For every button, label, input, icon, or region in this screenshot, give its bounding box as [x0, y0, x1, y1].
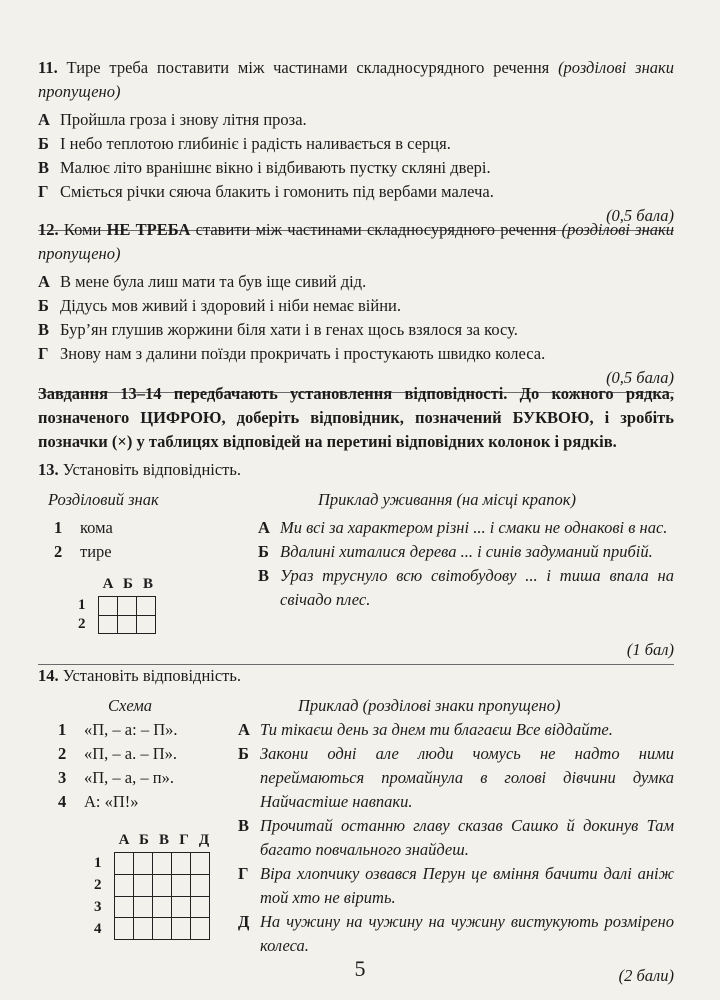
grid-cell[interactable]: [118, 597, 137, 616]
left-item-1: 1 кома: [54, 518, 113, 537]
left-item-4: 4 А: «П!»: [58, 792, 139, 811]
grid-row-numbers: 1 2 3 4: [94, 855, 102, 937]
instruction-text: Завдання 13–14 передбачають установлення відповідності. До кожного рядка, позначеного ЦИФРОЮ, доберіть відповідник, позначений БУКВОЮ, і зробіть позначки (×) у таблицях відповідей на перетині відповідних колонок і рядків.: [38, 384, 674, 451]
grid-cell[interactable]: [153, 918, 172, 940]
grid-cell[interactable]: [137, 597, 156, 616]
grid-cell[interactable]: [172, 918, 191, 940]
grid-cell[interactable]: [191, 853, 210, 875]
grid-cell[interactable]: [118, 615, 137, 634]
example-v: В Ураз труснуло всю світобудову ... і тиша впала на свічадо плес.: [258, 566, 674, 609]
example-b: Б Вдалині хиталися дерева ... і синів задуманий прибій.: [258, 542, 653, 561]
grid-table: [114, 852, 210, 940]
question-14-points: (2 бали): [618, 966, 674, 985]
answer-grid-13: [78, 572, 258, 634]
left-item-2: 2 «П, – а. – П».: [58, 744, 178, 763]
left-item-1: 1 «П, – а: – П».: [58, 720, 178, 739]
question-12-points: (0,5 бала): [606, 368, 674, 387]
grid-cell[interactable]: [191, 918, 210, 940]
grid-cell[interactable]: [99, 597, 118, 616]
question-13-right: [258, 488, 674, 634]
question-14-right: [238, 694, 674, 958]
column-header-left: Розділовий знак: [48, 490, 159, 509]
grid-cell[interactable]: [191, 874, 210, 896]
question-11: [38, 56, 674, 235]
column-header-right: Приклад (розділові знаки пропущено): [298, 696, 561, 715]
grid-cell[interactable]: [153, 853, 172, 875]
grid-row-numbers: 1 2: [78, 597, 86, 632]
question-13: [38, 458, 674, 669]
question-11-options: [38, 108, 674, 204]
column-header-left: Схема: [108, 696, 153, 715]
question-11-points: (0,5 бала): [606, 206, 674, 225]
grid-cell[interactable]: [172, 896, 191, 918]
example-b: Б Закони одні але люди чомусь не надто ними переймаються промайнула в голові дівчини думка Найчастіше навпаки.: [238, 744, 674, 811]
example-h: Г Віра хлопчику озвався Перун це вміння бачити далі аніж той хто не вірить.: [238, 864, 674, 907]
grid-cell[interactable]: [134, 853, 153, 875]
grid-header: А Б В: [102, 576, 153, 592]
question-14-stem: 14. Установіть відповідність.: [38, 666, 242, 685]
question-13-left: [38, 488, 258, 634]
question-12-stem: 12. Коми НЕ ТРЕБА ставити між частинами складносурядного речення (розділові знаки пропущено): [38, 220, 675, 263]
grid-cell[interactable]: [153, 896, 172, 918]
grid-cell[interactable]: [115, 918, 134, 940]
question-11-stem: 11. Тире треба поставити між частинами складносурядного речення (розділові знаки пропущено): [38, 58, 675, 101]
grid-cell[interactable]: [134, 918, 153, 940]
option-v[interactable]: В Малює літо вранішнє вікно і відбивають пустку скляні двері.: [38, 158, 491, 177]
question-13-stem: 13. Установіть відповідність.: [38, 460, 242, 479]
option-a[interactable]: А Пройшла гроза і знову літня проза.: [38, 110, 307, 129]
option-h[interactable]: Г Сміється річки сяюча блакить і гомонить під вербами малеча.: [38, 182, 494, 201]
option-b[interactable]: Б І небо теплотою глибиніє і радість наливається в серця.: [38, 134, 451, 153]
grid-header: А Б В Г Д: [118, 832, 210, 848]
grid-cell[interactable]: [172, 853, 191, 875]
question-12: [38, 218, 674, 397]
question-14: [38, 664, 674, 988]
grid-table: [98, 596, 156, 634]
answer-grid-14: [94, 828, 238, 940]
grid-cell[interactable]: [137, 615, 156, 634]
question-14-columns: [38, 694, 674, 958]
option-v[interactable]: В Бур’ян глушив жоржини біля хати і в генах щось взялося за косу.: [38, 320, 518, 339]
grid-cell[interactable]: [134, 874, 153, 896]
question-13-points: (1 бал): [626, 640, 674, 659]
question-13-columns: [38, 488, 674, 634]
question-12-options: [38, 270, 674, 366]
example-a: А Ти тікаєш день за днем ти благаєш Все віддайте.: [238, 720, 613, 739]
left-item-2: 2 тире: [54, 542, 112, 561]
example-d: Д На чужину на чужину на чужину вистукують розмірено колеса.: [238, 912, 674, 955]
grid-cell[interactable]: [191, 896, 210, 918]
grid-cell[interactable]: [115, 874, 134, 896]
grid-cell[interactable]: [153, 874, 172, 896]
grid-cell[interactable]: [134, 896, 153, 918]
example-v: В Прочитай останню главу сказав Сашко й докинув Там багато повчального знайдеш.: [238, 816, 674, 859]
option-b[interactable]: Б Дідусь мов живий і здоровий і ніби немає війни.: [38, 296, 401, 315]
option-h[interactable]: Г Знову нам з далини поїзди прокричать і простукають швидко колеса.: [38, 344, 546, 363]
instruction-block: [38, 382, 674, 454]
example-a: А Ми всі за характером різні ... і смаки не однакові в нас.: [258, 518, 668, 537]
option-a[interactable]: А В мене була лиш мати та був іще сивий дід.: [38, 272, 367, 291]
column-header-right: Приклад уживання (на місці крапок): [318, 490, 576, 509]
left-item-3: 3 «П, – а, – п».: [58, 768, 174, 787]
grid-cell[interactable]: [99, 615, 118, 634]
grid-cell[interactable]: [115, 896, 134, 918]
question-14-left: [38, 694, 238, 958]
page-number: 5: [354, 956, 366, 981]
grid-cell[interactable]: [172, 874, 191, 896]
grid-cell[interactable]: [115, 853, 134, 875]
